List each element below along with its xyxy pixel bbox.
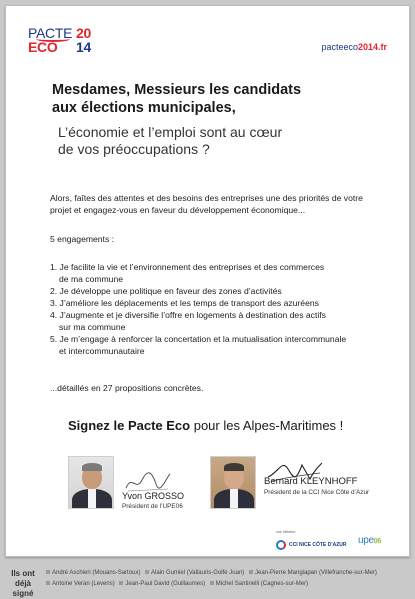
engagement-4-line-2: sur ma commune [59,322,126,332]
call-to-action [68,418,388,433]
headline [52,81,382,117]
cci-mark-icon [276,540,286,550]
cta-rest: pour les Alpes-Maritimes ! [190,418,344,433]
already-signed-line-1: Ils ont [11,569,35,578]
signer-name: Jean-Pierre Mangiapan (Villefranche-sur-Mer) [254,570,377,576]
list-item [145,568,244,579]
engagement-4-line-1: 4. J’augmente et je diversifie l’offre en logements à destination des actifs [50,310,326,320]
engagement-5-line-1: 5. Je m’engage à renforcer la concertation et la mutualisation intercommunale [50,334,347,344]
website-suffix: 2014.fr [357,42,387,52]
engagements-list [50,261,380,357]
list-item [50,309,380,333]
list-item [50,333,380,357]
upe-logo-word: upe [358,535,374,546]
logo-number-14: 14 [76,39,91,55]
signer-name: Antoine Veran (Levens) [52,581,115,587]
cci-logo-text: CCI NICE CÔTE D’AZUR [289,542,347,548]
logo-word-eco: ECO [28,39,58,55]
intro-line-2: projet et engagez-vous en faveur du développement économique... [50,205,306,215]
subheadline-line-2: de vos préoccupations ? [58,141,210,157]
list-item [119,579,205,590]
engagement-2-line-1: 2. Je développe une politique en faveur des zones d’activités [50,286,282,296]
headline-line-1: Mesdames, Messieurs les candidats [52,82,302,98]
bullet-square-icon [210,581,214,585]
list-item [50,261,380,285]
subheadline [58,124,378,158]
intro-paragraph [50,192,380,216]
portrait-bernard-kleynhoff [210,456,256,509]
engagement-1-line-2: de ma commune [59,274,124,284]
signer-name: Michel Santinelli (Cagnes-sur-Mer) [215,581,309,587]
engagement-5-line-2: et intercommunautaire [59,346,145,356]
poster-sheet [5,5,410,557]
website-prefix: pacteeco [321,42,358,52]
list-item [50,285,380,297]
subheadline-line-1: L’économie et l’emploi sont au cœur [58,124,283,140]
list-item [46,568,140,579]
signatory-name: Yvon GROSSO [122,491,185,501]
engagement-1-line-1: 1. Je facilite la vie et l’environnement des entreprises et des commerces [50,262,325,272]
upe-logo-number: 06 [373,538,381,545]
bullet-square-icon [46,570,50,574]
portrait-yvon-grosso [68,456,114,509]
list-item [46,579,115,590]
upe06-logo [358,535,381,546]
list-item [249,568,377,579]
signer-name: Jean-Paul David (Guillaumes) [125,581,206,587]
already-signed-line-2: déjà signé [12,579,34,598]
list-item [50,297,380,309]
engagement-3-line-1: 3. J’améliore les déplacements et les temps de transport des azuréens [50,298,319,308]
headline-line-2: aux élections municipales, [52,100,236,116]
signer-name: Alain Gumiel (Vallauris-Golfe Juan) [151,570,245,576]
signatory-role: Président de l’UPE06 [122,503,183,510]
signatory-role: Président de la CCI Nice Côte d’Azur [264,489,370,496]
bullet-square-icon [46,581,50,585]
intro-line-1: Alors, faîtes des attentes et des besoins des entreprises une des priorités de votre [50,193,363,203]
cta-bold: Signez le Pacte Eco [68,418,191,433]
pacte-eco-logo [28,26,108,60]
bullet-square-icon [145,570,149,574]
website-link[interactable] [321,42,387,52]
signer-name: André Aschieri (Mouans-Sartoux) [52,570,141,576]
conclusion-text: ...détaillés en 27 propositions concrètes. [50,383,204,393]
bullet-square-icon [119,581,123,585]
logo-word-pacte: PACTE [28,25,73,41]
initiative-label: une initiative [276,530,296,534]
signers-list [46,568,410,590]
bullet-square-icon [249,570,253,574]
list-item [210,579,308,590]
cci-nice-logo [276,539,354,553]
logo-swoosh-icon [36,36,70,42]
already-signed-label [8,569,38,599]
engagements-title: 5 engagements : [50,234,115,244]
signatory-name: Bernard KLEYNHOFF [264,476,358,487]
logo-number-20: 20 [76,25,91,41]
